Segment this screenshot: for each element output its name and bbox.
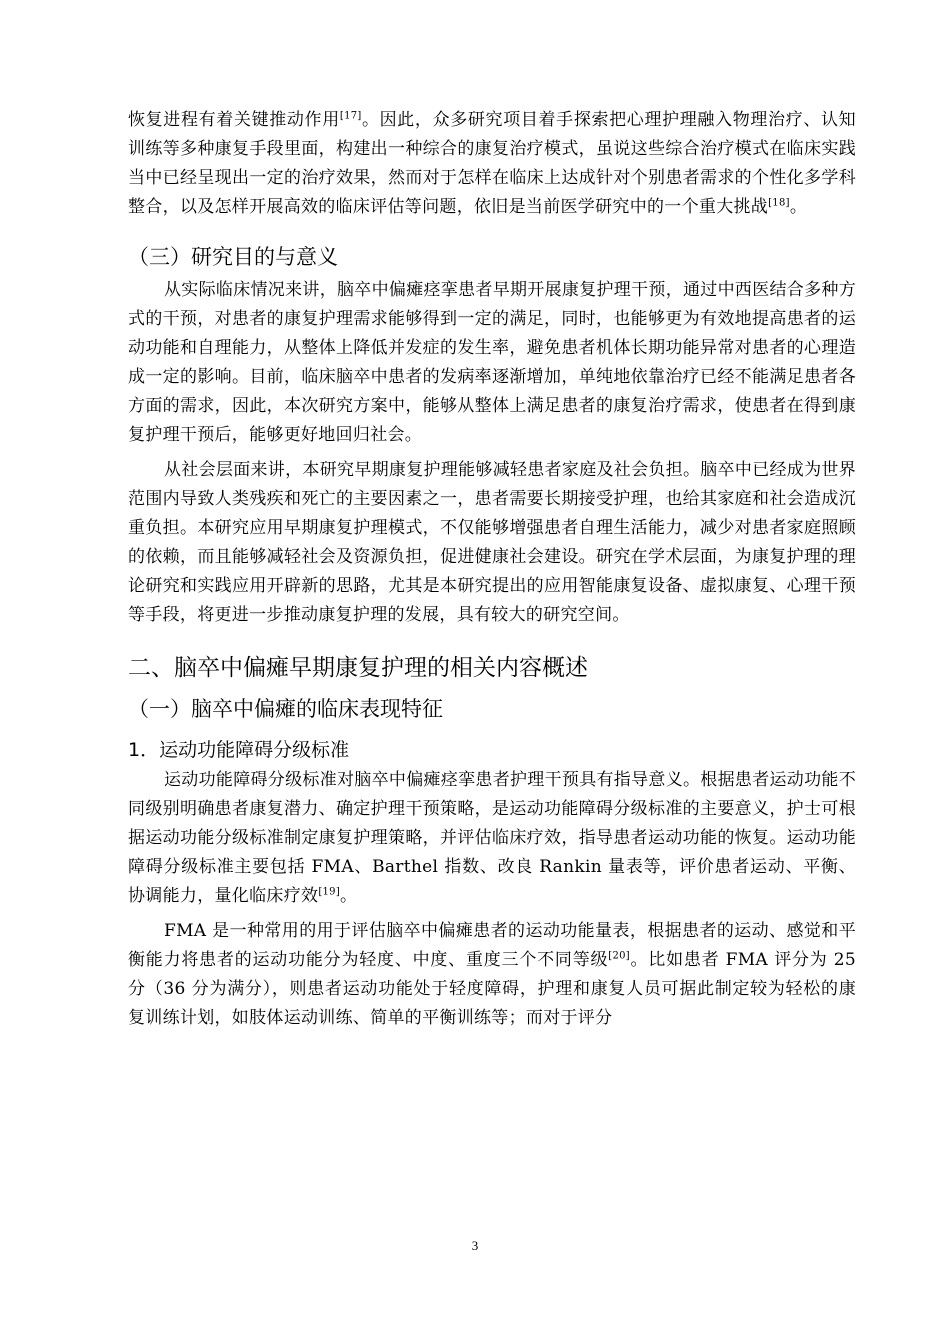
paragraph-text: FMA 是一种常用的用于评估脑卒中偏瘫患者的运动功能量表，根据患者的运动、感觉和平衡能力将患者的运动功能分为轻度、中度、重度三个不同等级 [128,921,856,970]
citation-ref: [18] [768,197,790,209]
section-heading-clinical-features: （一）脑卒中偏瘫的临床表现特征 [128,697,443,721]
paragraph-text: 。 [340,886,358,906]
citation-ref: [17] [339,110,362,122]
paragraph-fma [128,917,856,1033]
paragraph-continued [128,106,856,222]
paragraph-text: 恢复进程有着关键推动作用 [128,110,340,130]
citation-ref: [19] [318,886,341,898]
paragraph-text: 。因此，众多研究项目着手探索把心理护理融入物理治疗、认知训练等多种康复手段里面，构建出一种综合的康复治疗模式，虽说这些综合治疗模式在临床实践当中已经呈现出一定的治疗效果，然而对于怎样在临床上达成针对个别患者需求的个性化多学科整合，以及怎样开展高效的临床评估等问题，依旧是当前医学研究中的一个重大挑战 [128,110,856,217]
citation-ref: [20] [608,950,631,962]
paragraph-text: 运动功能障碍分级标准对脑卒中偏瘫痉挛患者护理干预具有指导意义。根据患者运动功能不同级别明确患者康复潜力、确定护理干预策略，是运动功能障碍分级标准的主要意义，护士可根据运动功能分级标准制定康复护理策略，并评估临床疗效，指导患者运动功能的恢复。运动功能障碍分级标准主要包括 FMA、Barthel 指数、改良 Rankin 量表等，评价患者运动、平衡、协调能力，量化临床疗效 [128,770,856,906]
paragraph-clinical-significance: 从实际临床情况来讲，脑卒中偏瘫痉挛患者早期开展康复护理干预，通过中西医结合多种方式的干预，对患者的康复护理需求能够得到一定的满足，同时，也能够更为有效地提高患者的运动功能和自理能力，从整体上降低并发症的发生率，避免患者机体长期功能异常对患者的心理造成一定的影响。目前，临床脑卒中患者的发病率逐渐增加，单纯地依靠治疗已经不能满足患者各方面的需求，因此，本次研究方案中，能够从整体上满足患者的康复治疗需求，使患者在得到康复护理干预后，能够更好地回归社会。 [128,280,856,445]
page-content [128,106,856,1033]
chapter-heading: 二、脑卒中偏瘫早期康复护理的相关内容概述 [128,655,588,681]
paragraph-social-significance: 从社会层面来讲，本研究早期康复护理能够减轻患者家庭及社会负担。脑卒中已经成为世界范围内导致人类残疾和死亡的主要因素之一，患者需要长期接受护理，也给其家庭和社会造成沉重负担。本研究应用早期康复护理模式，不仅能够增强患者自理生活能力，减少对患者家庭照顾的依赖，而且能够减轻社会及资源负担，促进健康社会建设。研究在学术层面，为康复护理的理论研究和实践应用开辟新的思路，尤其是本研究提出的应用智能康复设备、虚拟康复、心理干预等手段，将更进一步推动康复护理的发展，具有较大的研究空间。 [128,460,856,625]
paragraph-text: 。 [789,197,808,217]
section-heading-research-purpose: （三）研究目的与意义 [128,245,338,269]
page-number: 3 [471,1238,479,1253]
paragraph-motor-grade [128,766,856,911]
subsection-heading-motor-grade: 1．运动功能障碍分级标准 [128,739,350,761]
paragraph-text: 。比如患者 FMA 评分为 25 分（36 分为满分），则患者运动功能处于轻度障碍，护理和康复人员可据此制定较为轻松的康复训练计划，如肢体运动训练、简单的平衡训练等；而对于评分 [128,950,856,1028]
